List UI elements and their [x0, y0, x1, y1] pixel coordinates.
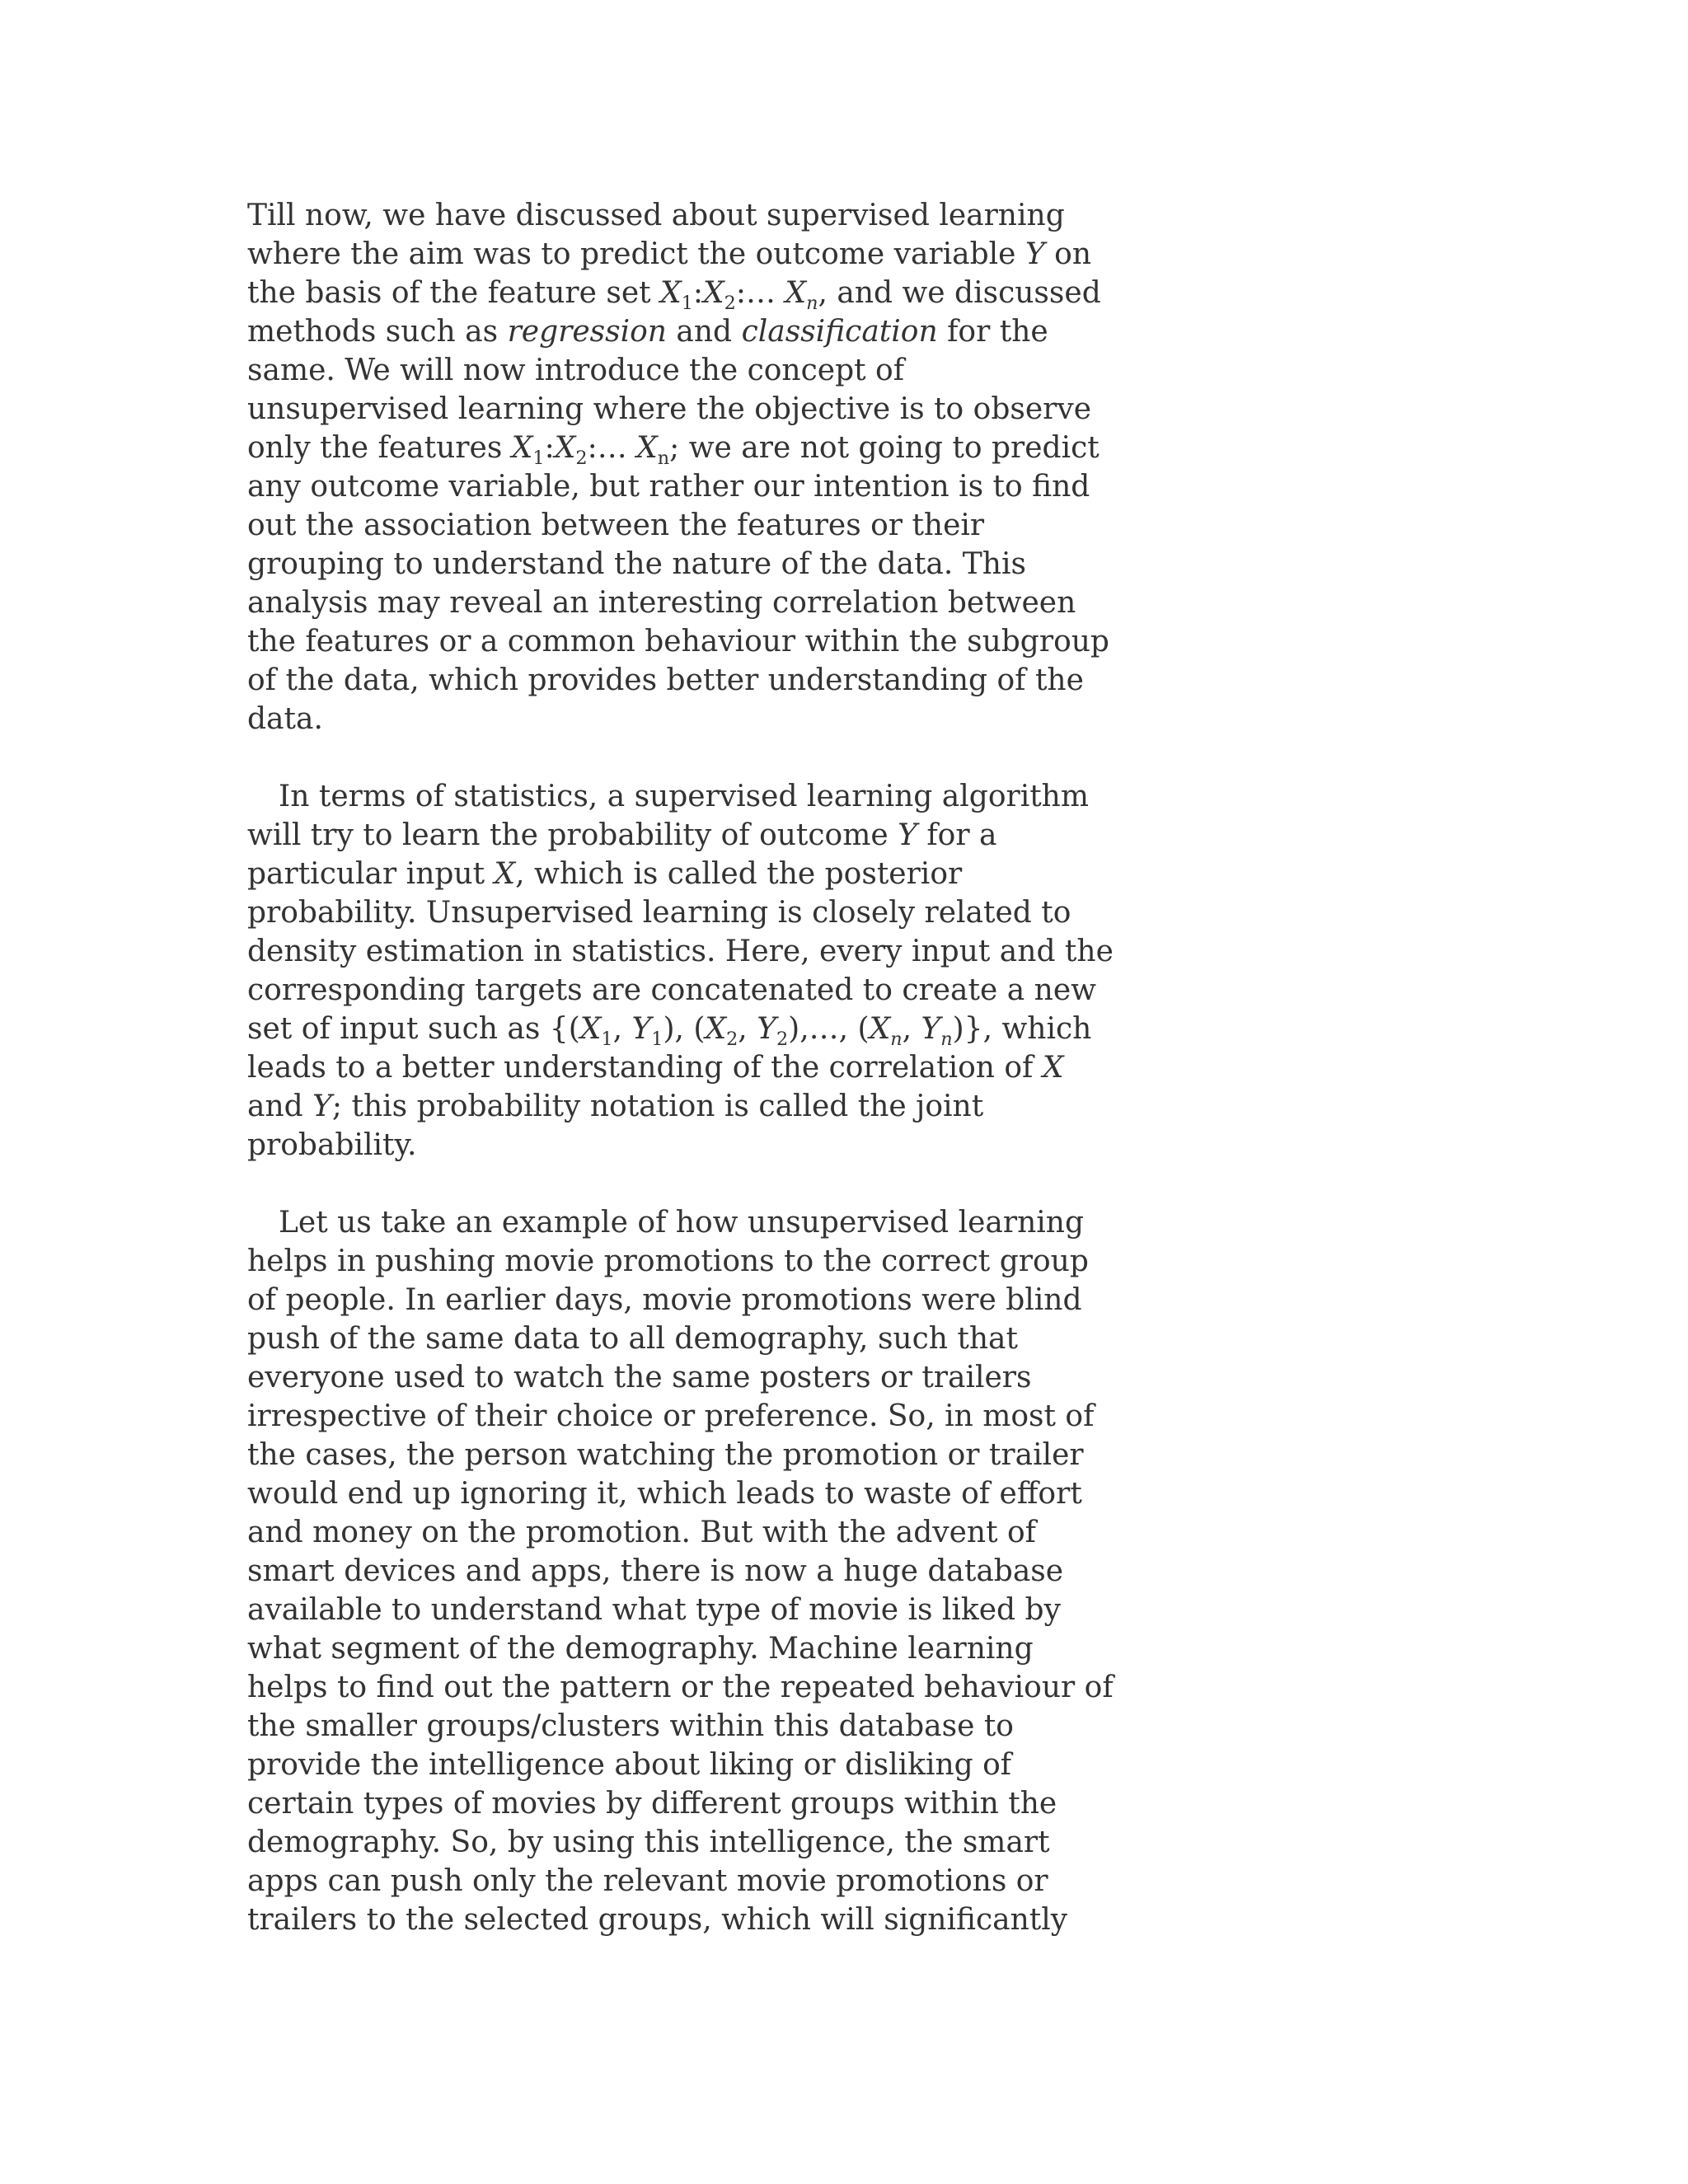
subscript: 1 — [681, 292, 693, 314]
italic-text: X — [705, 1012, 727, 1046]
subscript: n — [657, 447, 670, 469]
italic-text: Y — [312, 1090, 332, 1123]
subscript: 2 — [726, 1028, 738, 1050]
italic-text: X — [660, 276, 682, 310]
subscript: 1 — [651, 1028, 663, 1050]
subscript: 2 — [575, 447, 588, 469]
text-run: of people. In earlier days, movie promotions were blind — [247, 1283, 1082, 1317]
text-run: , — [612, 1012, 632, 1046]
body-text — [247, 196, 1114, 1939]
text-run: would end up ignoring it, which leads to waste of effort — [247, 1477, 1082, 1511]
subscript: n — [890, 1028, 903, 1050]
subscript: n — [806, 292, 818, 314]
text-run: what segment of the demography. Machine learning — [247, 1632, 1034, 1666]
text-run: )}, which — [952, 1012, 1092, 1046]
text-line — [247, 1629, 1034, 1668]
text-run: available to understand what type of movie is liked by — [247, 1593, 1061, 1627]
text-line — [247, 467, 1090, 506]
text-line — [247, 1591, 1061, 1629]
text-line — [247, 1203, 1085, 1242]
text-run: data. — [247, 702, 323, 736]
subscript: 2 — [776, 1028, 789, 1050]
text-run: helps to find out the pattern or the repeated behaviour of — [247, 1671, 1114, 1704]
text-line — [247, 583, 1076, 622]
text-run: and — [666, 315, 742, 349]
text-line — [247, 932, 1114, 971]
text-line — [247, 700, 1030, 738]
italic-text: X — [494, 857, 516, 891]
text-run: the features or a common behaviour within the subgroup — [247, 625, 1109, 658]
text-line — [247, 1242, 1089, 1281]
italic-text: Y — [1025, 237, 1045, 271]
text-line — [247, 1474, 1082, 1513]
text-run: , — [902, 1012, 921, 1046]
text-run: : — [544, 431, 555, 465]
text-line — [247, 893, 1071, 932]
text-run: where the aim was to predict the outcome variable — [247, 237, 1025, 271]
text-line — [247, 312, 1048, 351]
text-line — [247, 196, 1065, 235]
text-line — [247, 1552, 1064, 1591]
text-run: apps can push only the relevant movie promotions or — [247, 1864, 1048, 1898]
text-run: set of input such as {( — [247, 1012, 580, 1046]
text-run: same. We will now introduce the concept of — [247, 354, 905, 387]
text-run: of the data, which provides better understanding of the — [247, 663, 1084, 697]
text-run: ), ( — [663, 1012, 706, 1046]
text-line — [247, 390, 1092, 429]
text-line — [247, 1707, 1030, 1746]
text-line — [247, 274, 1101, 314]
italic-text: X — [703, 276, 724, 310]
italic-text: regression — [507, 315, 667, 349]
subscript: 1 — [532, 447, 545, 469]
text-run: Let us take an example of how unsupervised learning — [279, 1206, 1085, 1240]
text-line — [247, 429, 1100, 469]
text-run: for the — [937, 315, 1048, 349]
italic-text: X — [1042, 1051, 1064, 1085]
text-run: In terms of statistics, a supervised learning algorithm — [279, 780, 1090, 813]
text-run: , which is called the posterior — [515, 857, 963, 891]
text-run: probability. — [247, 1128, 417, 1162]
text-run: only the features — [247, 431, 512, 465]
text-line — [247, 777, 1090, 816]
text-run: analysis may reveal an interesting correlation between — [247, 586, 1076, 620]
text-line — [247, 545, 1030, 583]
text-line — [247, 1397, 1095, 1436]
text-run: everyone used to watch the same posters or trailers — [247, 1361, 1032, 1394]
text-line — [247, 816, 1030, 855]
text-line — [247, 1087, 1030, 1126]
text-line — [247, 235, 1092, 274]
text-run: for a — [917, 818, 997, 852]
text-line — [247, 622, 1109, 661]
text-run: out the association between the features or their — [247, 509, 985, 542]
italic-text: X — [554, 431, 576, 465]
paragraph — [247, 777, 1114, 1165]
italic-text: Y — [898, 818, 917, 852]
text-line — [247, 1784, 1057, 1823]
text-run: the basis of the feature set — [247, 276, 661, 310]
text-run: unsupervised learning where the objective is to observe — [247, 392, 1092, 426]
text-run: grouping to understand the nature of the data. This — [247, 547, 1026, 581]
text-line — [247, 1319, 1030, 1358]
text-run: the cases, the person watching the promotion or trailer — [247, 1438, 1084, 1472]
text-run: , and we discussed — [818, 276, 1101, 310]
text-line — [247, 1900, 1068, 1939]
italic-text: Y — [631, 1012, 652, 1046]
text-run: and — [247, 1090, 313, 1123]
paragraph — [247, 196, 1109, 738]
text-run: leads to a better understanding of the correlation of — [247, 1051, 1043, 1085]
text-run: demography. So, by using this intelligence, the smart — [247, 1825, 1050, 1859]
text-run: on — [1044, 237, 1092, 271]
text-line — [247, 1513, 1037, 1552]
italic-text: X — [579, 1012, 602, 1046]
italic-text: classification — [741, 315, 938, 349]
text-run: helps in pushing movie promotions to the correct group — [247, 1244, 1089, 1278]
text-run: ; this probability notation is called the joint — [331, 1090, 984, 1123]
text-run: density estimation in statistics. Here, every input and the — [247, 935, 1114, 968]
text-run: :… — [587, 431, 637, 465]
subscript: n — [940, 1028, 953, 1050]
text-run: probability. Unsupervised learning is closely related to — [247, 896, 1071, 930]
subscript: 2 — [724, 292, 736, 314]
text-run: provide the intelligence about liking or disliking of — [247, 1748, 1012, 1782]
text-line — [247, 1668, 1114, 1707]
text-line — [247, 661, 1084, 700]
text-line — [247, 971, 1096, 1010]
text-run: , — [738, 1012, 757, 1046]
text-line — [247, 351, 1030, 390]
text-run: :… — [735, 276, 785, 310]
text-run: and money on the promotion. But with the advent of — [247, 1516, 1037, 1549]
text-run: any outcome variable, but rather our intention is to find — [247, 470, 1090, 504]
text-run: push of the same data to all demography, such that — [247, 1322, 1018, 1356]
text-line — [247, 1048, 1064, 1087]
text-line — [247, 855, 1030, 893]
text-run: trailers to the selected groups, which will significantly — [247, 1903, 1068, 1937]
italic-text: X — [785, 276, 807, 310]
text-run: particular input — [247, 857, 495, 891]
text-line — [247, 1436, 1084, 1474]
text-run: methods such as — [247, 315, 508, 349]
paragraph — [247, 1203, 1114, 1939]
text-run: corresponding targets are concatenated to create a new — [247, 973, 1096, 1007]
text-line — [247, 1862, 1048, 1900]
text-line — [247, 1746, 1030, 1784]
text-run: certain types of movies by different groups within the — [247, 1787, 1057, 1821]
italic-text: Y — [757, 1012, 776, 1046]
text-run: ; we are not going to predict — [669, 431, 1100, 465]
text-run: Till now, we have discussed about supervised learning — [247, 199, 1065, 232]
text-run: will try to learn the probability of outcome — [247, 818, 898, 852]
text-line — [247, 1010, 1092, 1050]
text-run: smart devices and apps, there is now a huge database — [247, 1554, 1064, 1588]
text-line — [247, 506, 1030, 545]
italic-text: X — [511, 431, 533, 465]
text-run: the smaller groups/clusters within this database to — [247, 1709, 1014, 1743]
subscript: 1 — [601, 1028, 613, 1050]
italic-text: X — [636, 431, 658, 465]
italic-text: X — [869, 1012, 891, 1046]
text-run: ),…, ( — [788, 1012, 870, 1046]
italic-text: Y — [921, 1012, 941, 1046]
text-run: : — [692, 276, 704, 310]
text-line — [247, 1126, 1030, 1165]
text-line — [247, 1281, 1082, 1319]
text-line — [247, 1358, 1030, 1397]
text-run: irrespective of their choice or preference. So, in most of — [247, 1399, 1095, 1433]
text-line — [247, 1823, 1050, 1862]
